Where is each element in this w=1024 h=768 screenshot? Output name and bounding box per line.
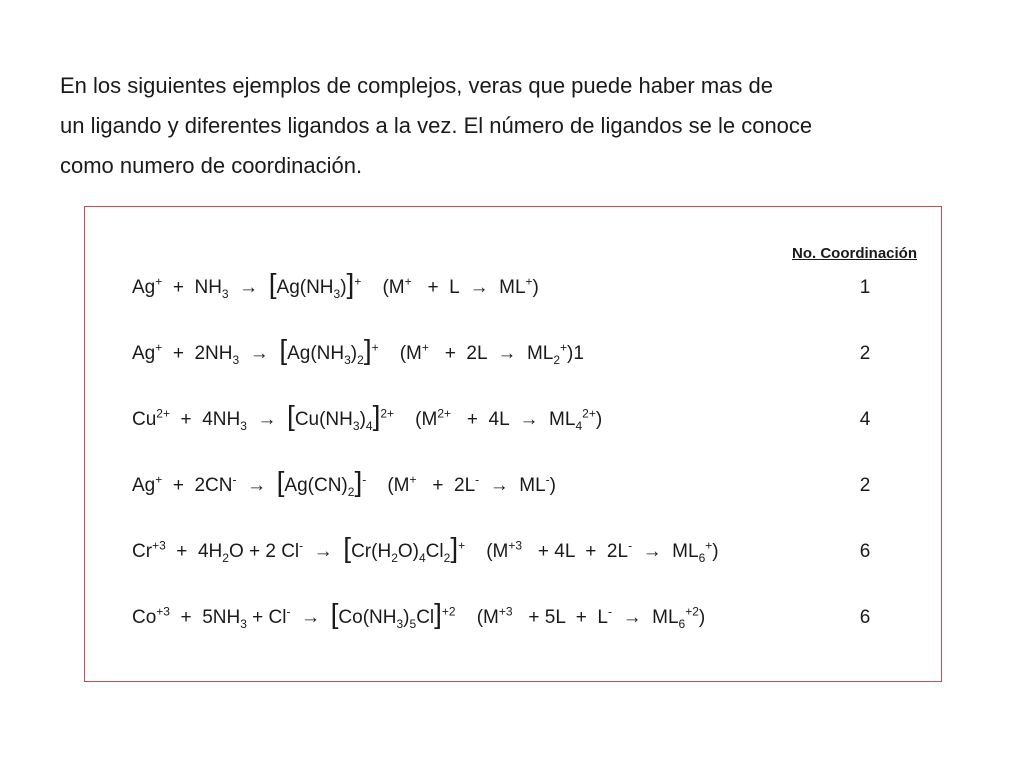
- arrow-icon: →: [489, 475, 509, 496]
- reaction-equation: $Ag^+ + NH_3 \to [Ag(NH_3)]^+$ (M+ + L → ML+): [132, 268, 539, 301]
- examples-box: [84, 206, 942, 682]
- intro-line-2: un ligando y diferentes ligandos a la vez. El número de ligandos se le conoce: [60, 113, 813, 138]
- reaction-equation: $Ag^+ + 2NH_3 \to [Ag(NH_3)_2]^+$ $(M^+ + 2L \to ML_2^+)1$: [132, 334, 584, 367]
- coordination-number: 4: [859, 409, 871, 430]
- arrow-icon: →: [257, 409, 277, 430]
- coordination-header: No. Coordinación: [792, 245, 917, 262]
- reaction-row-1: [132, 269, 892, 309]
- coordination-number: 6: [859, 541, 871, 562]
- reaction-row-4: [132, 467, 892, 507]
- reaction-equation: $Co^{+3} + 5NH_3 + Cl^- \to [Co(NH_3)_5Cl]^{+2}$ $(M^{+3} + 5L + L^- \to ML_6^{+2})$: [132, 598, 706, 631]
- intro-line-3: como numero de coordinación.: [60, 153, 363, 178]
- reaction-row-2: [132, 335, 892, 375]
- reaction-equation: $Cr^{+3} + 4H_2O + 2$ $Cl^- \to [Cr(H_2O)_4Cl_2]^+$ $(M^{+3} + 4L + 2L^- \to ML_6^+)$: [132, 532, 719, 565]
- arrow-icon: →: [247, 475, 267, 496]
- arrow-icon: →: [497, 343, 517, 364]
- arrow-icon: →: [301, 607, 321, 628]
- reaction-row-3: [132, 401, 892, 441]
- arrow-icon: →: [249, 343, 269, 364]
- reaction-row-5: [132, 533, 892, 573]
- arrow-icon: →: [313, 541, 333, 562]
- intro-paragraph: [60, 66, 980, 186]
- reaction-equation: $Ag^+ + 2CN^- \to [Ag(CN)_2]^-$ (M+ + 2L- → ML-): [132, 466, 556, 499]
- intro-line-1: En los siguientes ejemplos de complejos, veras que puede haber mas de: [60, 73, 773, 98]
- arrow-icon: →: [239, 277, 259, 298]
- coordination-number: 6: [859, 607, 871, 628]
- reaction-equation: $Cu^{2+} + 4NH_3 \to [Cu(NH_3)_4]^{2+}$ $(M^{2+} + 4L \to ML_4^{2+})$: [132, 400, 603, 433]
- arrow-icon: →: [469, 277, 489, 298]
- reaction-row-6: [132, 599, 892, 639]
- coordination-number: 2: [859, 475, 871, 496]
- arrow-icon: →: [642, 541, 662, 562]
- arrow-icon: →: [622, 607, 642, 628]
- arrow-icon: →: [519, 409, 539, 430]
- coordination-number: 1: [859, 277, 871, 298]
- coordination-number: 2: [859, 343, 871, 364]
